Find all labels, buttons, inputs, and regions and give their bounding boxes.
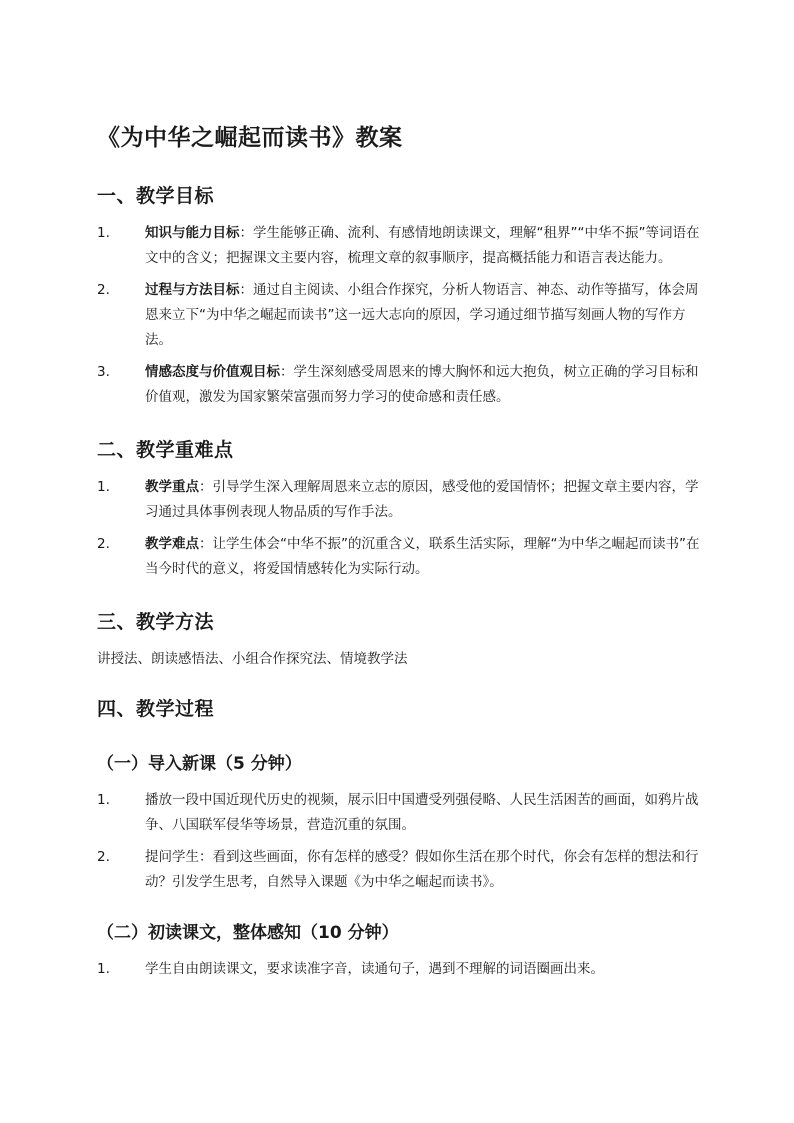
item-text: 学生能够正确、流利、有感情地朗读课文，理解“租界”“中华不振”等词语在文中的含义；把握课文主要内容，梳理文章的叙事顺序，提高概括能力和语言表达能力。 [145,225,700,266]
item-label: 知识与能力目标 [145,225,240,241]
list-item [97,221,705,271]
item-separator: ： [199,536,213,552]
subsection-heading-intro: （一）导入新课（5 分钟） [97,754,302,774]
list-number: 1. [97,479,110,495]
list-number: 2. [97,849,110,865]
methods-text: 讲授法、朗读感悟法、小组合作探究法、情境教学法 [97,651,408,667]
list-item [97,957,705,982]
list-item [97,845,705,895]
item-separator: ： [280,364,294,380]
list-item [97,788,705,838]
list-number: 1. [97,225,110,241]
section-heading-methods: 三、教学方法 [97,611,215,633]
keypoints-list [97,475,705,582]
item-text: 引导学生深入理解周恩来立志的原因，感受他的爱国情怀；把握文章主要内容，学习通过具体事例表现人物品质的写作手法。 [145,479,699,520]
item-label: 过程与方法目标 [145,282,240,298]
list-number: 2. [97,282,110,298]
item-label: 情感态度与价值观目标 [145,364,280,380]
item-separator: ： [199,479,213,495]
section-heading-process: 四、教学过程 [97,698,215,720]
first-reading-list [97,957,705,982]
item-label: 教学重点 [145,479,199,495]
item-label: 教学难点 [145,536,199,552]
document-page [97,118,705,989]
list-item [97,360,705,410]
item-separator: ： [239,282,253,298]
document-title: 《为中华之崛起而读书》教案 [97,125,403,151]
item-text: 学生深刻感受周恩来的博大胸怀和远大抱负，树立正确的学习目标和价值观，激发为国家繁荣富强而努力学习的使命感和责任感。 [145,364,699,405]
item-separator: ： [239,225,253,241]
section-heading-keypoints: 二、教学重难点 [97,439,234,461]
list-item [97,532,705,582]
item-text: 播放一段中国近现代历史的视频，展示旧中国遭受列强侵略、人民生活困苦的画面，如鸦片战争、八国联军侵华等场景，营造沉重的氛围。 [145,792,699,833]
item-text: 学生自由朗读课文，要求读准字音，读通句子，遇到不理解的词语圈画出来。 [145,961,604,977]
item-text: 让学生体会“中华不振”的沉重含义，联系生活实际，理解“为中华之崛起而读书”在当今时代的意义，将爱国情感转化为实际行动。 [145,536,700,577]
subsection-heading-first-reading: （二）初读课文，整体感知（10 分钟） [97,923,399,943]
list-number: 1. [97,792,110,808]
goals-list [97,221,705,410]
list-item [97,278,705,353]
intro-list [97,788,705,895]
item-text: 提问学生：看到这些画面，你有怎样的感受？假如你生活在那个时代，你会有怎样的想法和行动？引发学生思考，自然导入课题《为中华之崛起而读书》。 [145,849,699,890]
list-number: 3. [97,364,110,380]
list-item [97,475,705,525]
item-text: 通过自主阅读、小组合作探究，分析人物语言、神态、动作等描写，体会周恩来立下“为中华之崛起而读书”这一远大志向的原因，学习通过细节描写刻画人物的写作方法。 [145,282,699,348]
section-heading-goals: 一、教学目标 [97,185,215,207]
list-number: 1. [97,961,110,977]
list-number: 2. [97,536,110,552]
